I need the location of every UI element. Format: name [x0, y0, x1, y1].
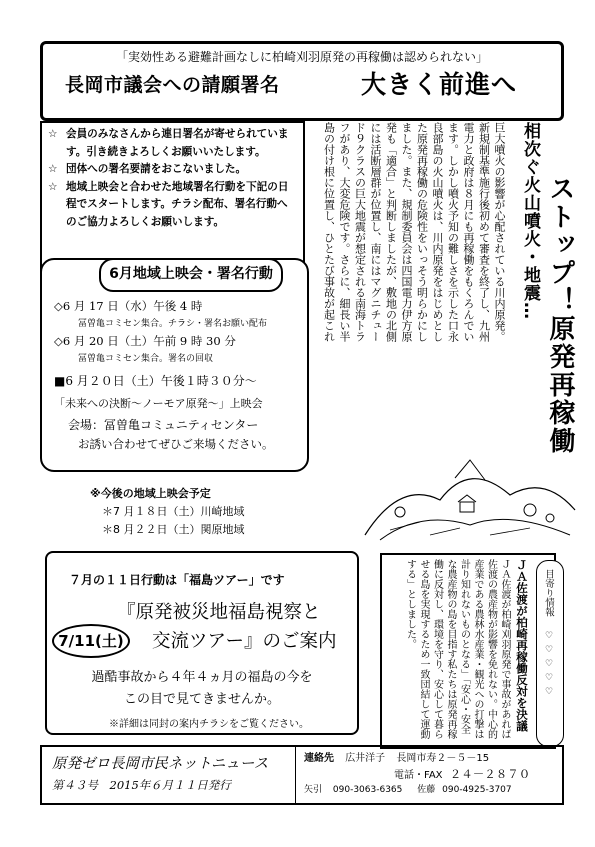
fukushima-body-line: 過酷事故から４年４ヵ月の福島の今を — [91, 670, 313, 685]
ja-title: ＪＡ佐渡が柏崎再稼働反対を決議 — [515, 559, 529, 732]
notice-item — [48, 126, 297, 161]
event-title: 6月地域上映会・署名行動 — [99, 258, 283, 292]
contact-person: 矢引 — [304, 785, 323, 795]
contact-person: 佐藤 — [417, 785, 436, 795]
star-icon: ☆ — [48, 180, 58, 193]
contact-address: 長岡市寿２－５－15 — [396, 753, 490, 764]
event-line: ◇6 月 17 日（水）午後 4 時 — [54, 299, 203, 313]
header-subtitle: 「実効性ある避難計画なしに柏崎刈羽原発の再稼働は認められない」 — [115, 50, 488, 64]
date-badge: 7/11(土) — [52, 624, 130, 658]
footer — [40, 745, 564, 805]
event-invite: お誘い合わせてぜひご来場ください。 — [78, 437, 274, 451]
fukushima-tour-box — [45, 551, 359, 735]
newsletter-title: 原発ゼロ長岡市民ネットニュース — [52, 756, 269, 772]
future-item: ＊8 月２２日（土）関原地域 — [102, 523, 245, 536]
fukushima-body-line: この目で見てきませんか。 — [123, 692, 280, 707]
phone-number: ２４－２８７０ — [449, 766, 531, 781]
contact-label: 連絡先 — [304, 753, 334, 764]
notice-item — [48, 161, 297, 179]
future-screenings — [90, 485, 245, 539]
event-venue: 会場：冨曽亀コミュニティセンター — [68, 418, 259, 432]
meyori-tag — [536, 560, 564, 747]
event-line: ■6 月２０日（土）午後１時３０分～ — [54, 374, 257, 388]
event-note: 冨曽亀コミセン集合。署名の回収 — [78, 354, 214, 364]
contact-info — [304, 751, 530, 799]
future-heading: ※今後の地域上映会予定 — [90, 487, 211, 500]
event-note: 冨曽亀コミセン集合。チラシ・署名お願い配布 — [78, 319, 268, 329]
contact-phone: 090-4925-3707 — [442, 785, 512, 795]
fukushima-title-line2: 交流ツアー』のご案内 — [152, 631, 337, 652]
event-box — [40, 258, 309, 472]
fukushima-body — [47, 667, 357, 711]
notice-text: 地域上映会と合わせた地域署名行動を下記の日程でスタートします。チラシ配布、署名行動へのご協力よろしくお願いします。 — [66, 180, 289, 228]
newsletter-issue: 第４３号 2015年６月１１日発行 — [52, 778, 231, 792]
header-title-right: 大きく前進へ — [361, 70, 518, 99]
contact-name: 広井洋子 — [345, 753, 386, 764]
fukushima-title-line1: 『原発被災地福島視察と — [117, 602, 321, 623]
fukushima-note: ※詳細は同封の案内チラシをご覧ください。 — [109, 719, 309, 730]
contact-phone: 090-3063-6365 — [332, 785, 403, 795]
header-banner — [40, 41, 564, 121]
article-body: 巨大噴火の影響が心配されている川内原発。新規制基準施行後初めて審査を終了し、九州電力と政府は８月にも再稼働をもくろんでいます。しかし噴火予知の難しさを示した口永良部島の火山噴火は、川内原発をはじめとした原発再稼働の危険性をいっそう明らかにしました。また、規制委員会は四国電力伊方原発も「適合」と判断しましたが、敷地の北側には活断層群が位置し、南にはマグニチュード９クラスの巨大地震が想定される南海トラフがあり、大変危険です。さらに、細長い半島の付け根に位置し、ひとたび事故が起これ — [322, 122, 506, 342]
notice-item — [48, 179, 297, 232]
article-headline-big: ストップ！原発再稼働 — [545, 175, 575, 455]
star-icon: ☆ — [48, 163, 58, 175]
phone-label: 電話・FAX — [394, 769, 443, 781]
future-item: ＊7 月１８日（土）川崎地域 — [102, 505, 245, 518]
fukushima-heading: ７月の１１日行動は「福島ツアー」です — [69, 573, 285, 587]
notice-text: 会員のみなさんから連日署名が寄せられています。引き続きよろしくお願いいたします。 — [66, 128, 289, 158]
ja-sado-box — [380, 553, 556, 749]
article-headline-small: 相次ぐ火山噴火・地震… — [520, 122, 540, 320]
footer-divider — [295, 747, 296, 803]
ja-body: ＪＡ佐渡が柏崎刈羽原発で事故があれば佐渡の農産物が影響を免れない。中心的産業である農林水産業・観光への打撃は計り知れないものとなる」「安心・安全な農産物の島を目指す私たちは原発再稼働に反対し、環境を守り、安心して暮らせる島を実現するため一致団結して運動する」としました。 — [404, 559, 510, 739]
event-line: 「未来への決断～ノーモア原発～」上映会 — [54, 397, 263, 410]
notice-text: 団体への署名要請をおこないました。 — [66, 163, 247, 175]
star-icon: ☆ — [48, 128, 58, 140]
landscape-illustration — [360, 440, 580, 550]
meyori-label: 目寄り情報 — [543, 569, 554, 617]
event-line: ◇6 月 20 日（土）午前 9 時 30 分 — [54, 334, 236, 348]
heart-icon: ♡♡♡♡♡ — [544, 631, 554, 701]
header-title-left: 長岡市議会への請願署名 — [65, 74, 280, 96]
